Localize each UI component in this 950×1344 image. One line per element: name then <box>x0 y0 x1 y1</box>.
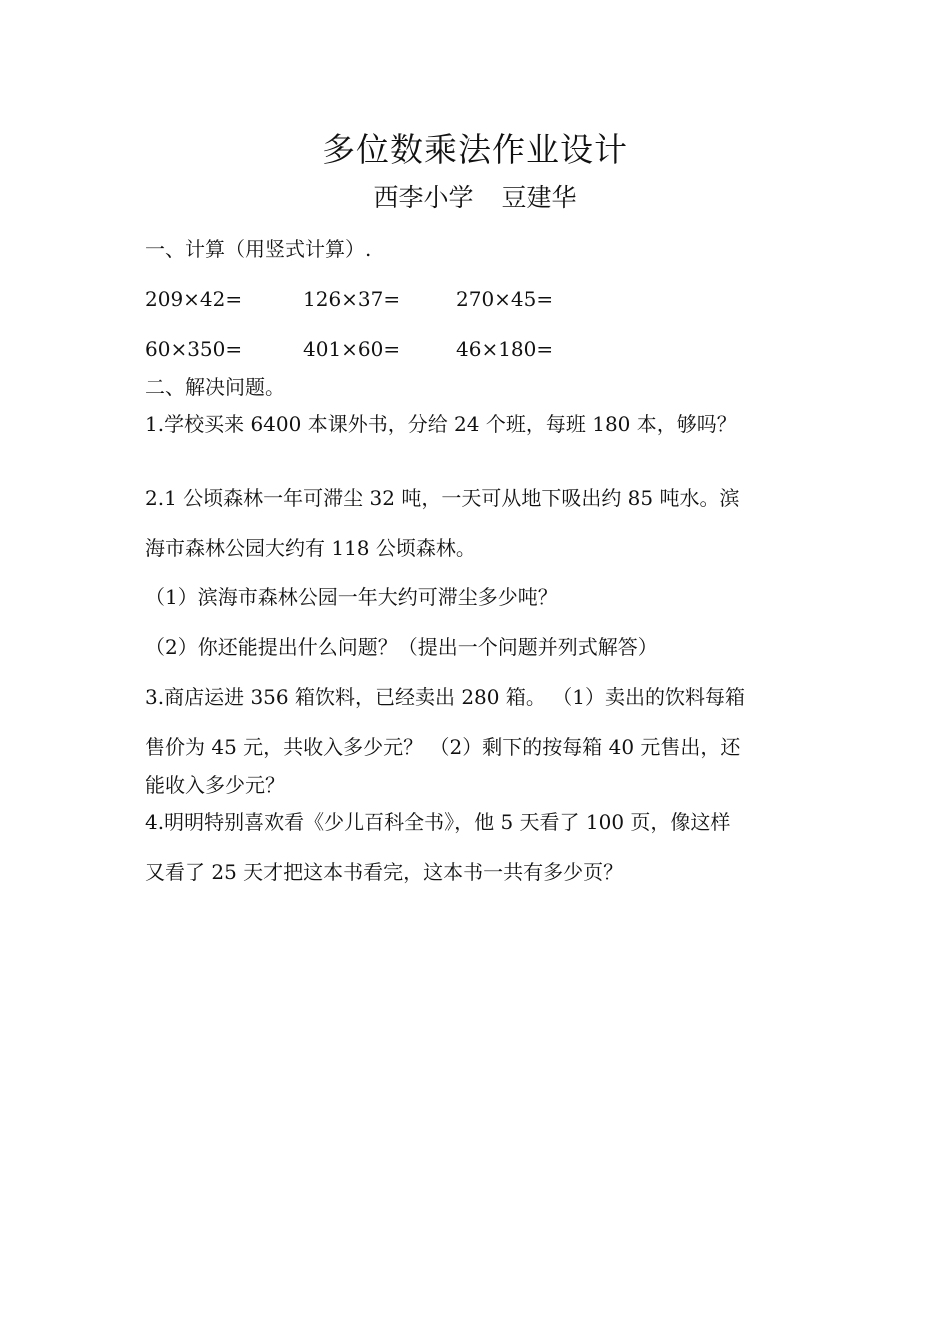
problem-line: （1）滨海市森林公园一年大约可滞尘多少吨？ <box>145 585 558 609</box>
problem-line: （2）你还能提出什么问题？（提出一个问题并列式解答） <box>145 635 658 659</box>
problem-line: 3.商店运进 356 箱饮料，已经卖出 280 箱。 （1）卖出的饮料每箱 <box>145 685 745 709</box>
problem-line: 2.1 公顷森林一年可滞尘 32 吨，一天可从地下吸出约 85 吨水。滨 <box>145 486 740 510</box>
calc-item: 270×45= <box>456 287 554 311</box>
calc-item: 401×60= <box>303 337 401 361</box>
calc-item: 60×350= <box>145 337 243 361</box>
calc-item: 126×37= <box>303 287 401 311</box>
problem-line: 能收入多少元？ <box>145 773 285 797</box>
section1-heading: 一、计算（用竖式计算）. <box>145 237 372 261</box>
problem-line: 1.学校买来 6400 本课外书，分给 24 个班，每班 180 本，够吗？ <box>145 412 737 436</box>
calc-item: 209×42= <box>145 287 243 311</box>
calc-item: 46×180= <box>456 337 554 361</box>
problem-line: 4.明明特别喜欢看《少儿百科全书》，他 5 天看了 100 页，像这样 <box>145 810 731 834</box>
school-name: 西李小学 <box>373 183 474 212</box>
section2-heading: 二、解决问题。 <box>145 375 285 399</box>
author-name: 豆建华 <box>501 183 577 212</box>
problem-line: 售价为 45 元，共收入多少元？ （2）剩下的按每箱 40 元售出，还 <box>145 735 741 759</box>
problem-line: 又看了 25 天才把这本书看完，这本书一共有多少页？ <box>145 860 624 884</box>
document-byline <box>0 178 950 218</box>
document-title: 多位数乘法作业设计 <box>322 130 628 169</box>
problem-line: 海市森林公园大约有 118 公顷森林。 <box>145 536 476 560</box>
